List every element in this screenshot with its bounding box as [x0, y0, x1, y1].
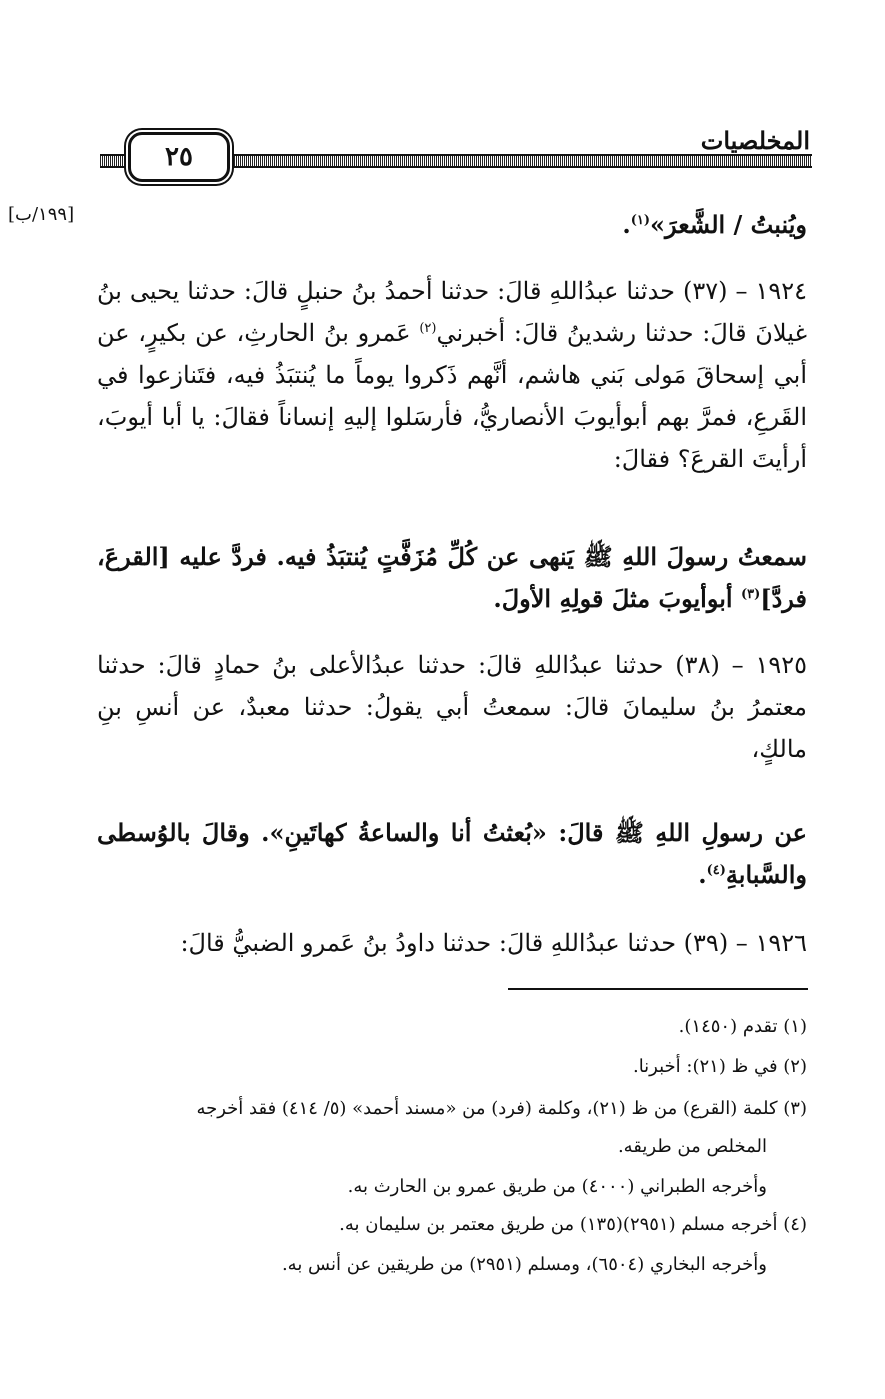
paragraph-text: ويُنبتُ / الشَّعرَ»	[649, 210, 807, 239]
paragraph-text: عن رسولِ اللهِ ﷺ قالَ: «بُعثتُ أنا والساعةُ كهاتَينِ». وقالَ بالوُسطى والسَّبابةِ	[97, 818, 807, 889]
page-header	[100, 120, 812, 195]
footnote-3-continuation: المخلص من طريقه.	[617, 1136, 767, 1157]
paragraph-tail: عَمرو بنُ الحارثِ، عن بكيرٍ، عن أبي إسحاقَ مَولى بَني هاشم، أنَّهم ذَكروا يوماً ما يُنتبَذُ فيه، فتَنازعوا في القَرعِ، فمرَّ بهم أبوأيوبَ الأنصاريُّ، فأرسَلوا إليهِ إنساناً فقالَ: يا أبا أيوبَ، أرأيتَ القرعَ؟ فقالَ:	[97, 319, 807, 473]
paragraph-text: ١٩٢٦ – (٣٩) حدثنا عبدُاللهِ قالَ: حدثنا داودُ بنُ عَمرو الضبيُّ قالَ:	[180, 929, 807, 957]
hadith-1924-isnad	[97, 270, 807, 480]
paragraph-text: ١٩٢٤ – (٣٧) حدثنا عبدُاللهِ قالَ: حدثنا أحمدُ بنُ حنبلٍ قالَ: حدثنا يحيى بنُ غيلانَ قالَ: حدثنا رشدينُ قالَ: أخبرني	[97, 277, 808, 347]
footnote-marker: (٣)	[740, 587, 761, 602]
footnote-marker: (٤)	[706, 863, 726, 878]
paragraph-text: سمعتُ رسولَ اللهِ ﷺ يَنهى عن كُلِّ مُزَفَّتٍ يُنتبَذُ فيه. فردَّ عليه [القرعَ، فردَّ]	[97, 542, 807, 613]
footnote-3: (٣) كلمة (القرع) من ظ (٢١)، وكلمة (فرد) من «مسند أحمد» (٥/ ٤١٤) فقد أخرجه	[196, 1098, 807, 1119]
hadith-1924-matn	[97, 536, 807, 620]
footnote-2: (٢) في ظ (٢١): أخبرنا.	[632, 1056, 807, 1077]
paragraph-tail: أبوأيوبَ مثلَ قولِهِ الأولَ.	[493, 584, 741, 613]
footnote-marker: (١)	[630, 213, 650, 228]
hadith-1926-isnad	[97, 922, 807, 964]
hadith-1925-matn	[97, 812, 807, 896]
paragraph-continuation	[97, 204, 807, 246]
footnote-1: (١) تقدم (١٤٥٠).	[678, 1016, 807, 1037]
book-title: المخلصيات	[700, 126, 810, 155]
footnote-marker: (٢)	[419, 321, 437, 336]
footnote-separator	[508, 988, 808, 990]
page-number: ٢٥	[128, 132, 230, 182]
footnote-3-extra: وأخرجه الطبراني (٤٠٠٠) من طريق عمرو بن الحارث به.	[347, 1176, 767, 1197]
paragraph-tail: .	[698, 860, 707, 889]
manuscript-margin-reference: [١٩٩/ب]	[8, 204, 75, 225]
paragraph-tail: .	[622, 210, 631, 239]
paragraph-text: ١٩٢٥ – (٣٨) حدثنا عبدُاللهِ قالَ: حدثنا عبدُالأعلى بنُ حمادٍ قالَ: حدثنا معتمرُ بنُ سليمانَ قالَ: سمعتُ أبي يقولُ: حدثنا معبدٌ، عن أنسِ بنِ مالكٍ،	[97, 651, 807, 763]
footnote-4-extra: وأخرجه البخاري (٦٥٠٤)، ومسلم (٢٩٥١) من طريقين عن أنس به.	[281, 1254, 767, 1275]
footnote-4: (٤) أخرجه مسلم (٢٩٥١)(١٣٥) من طريق معتمر بن سليمان به.	[339, 1214, 807, 1235]
hadith-1925-isnad	[97, 644, 807, 770]
